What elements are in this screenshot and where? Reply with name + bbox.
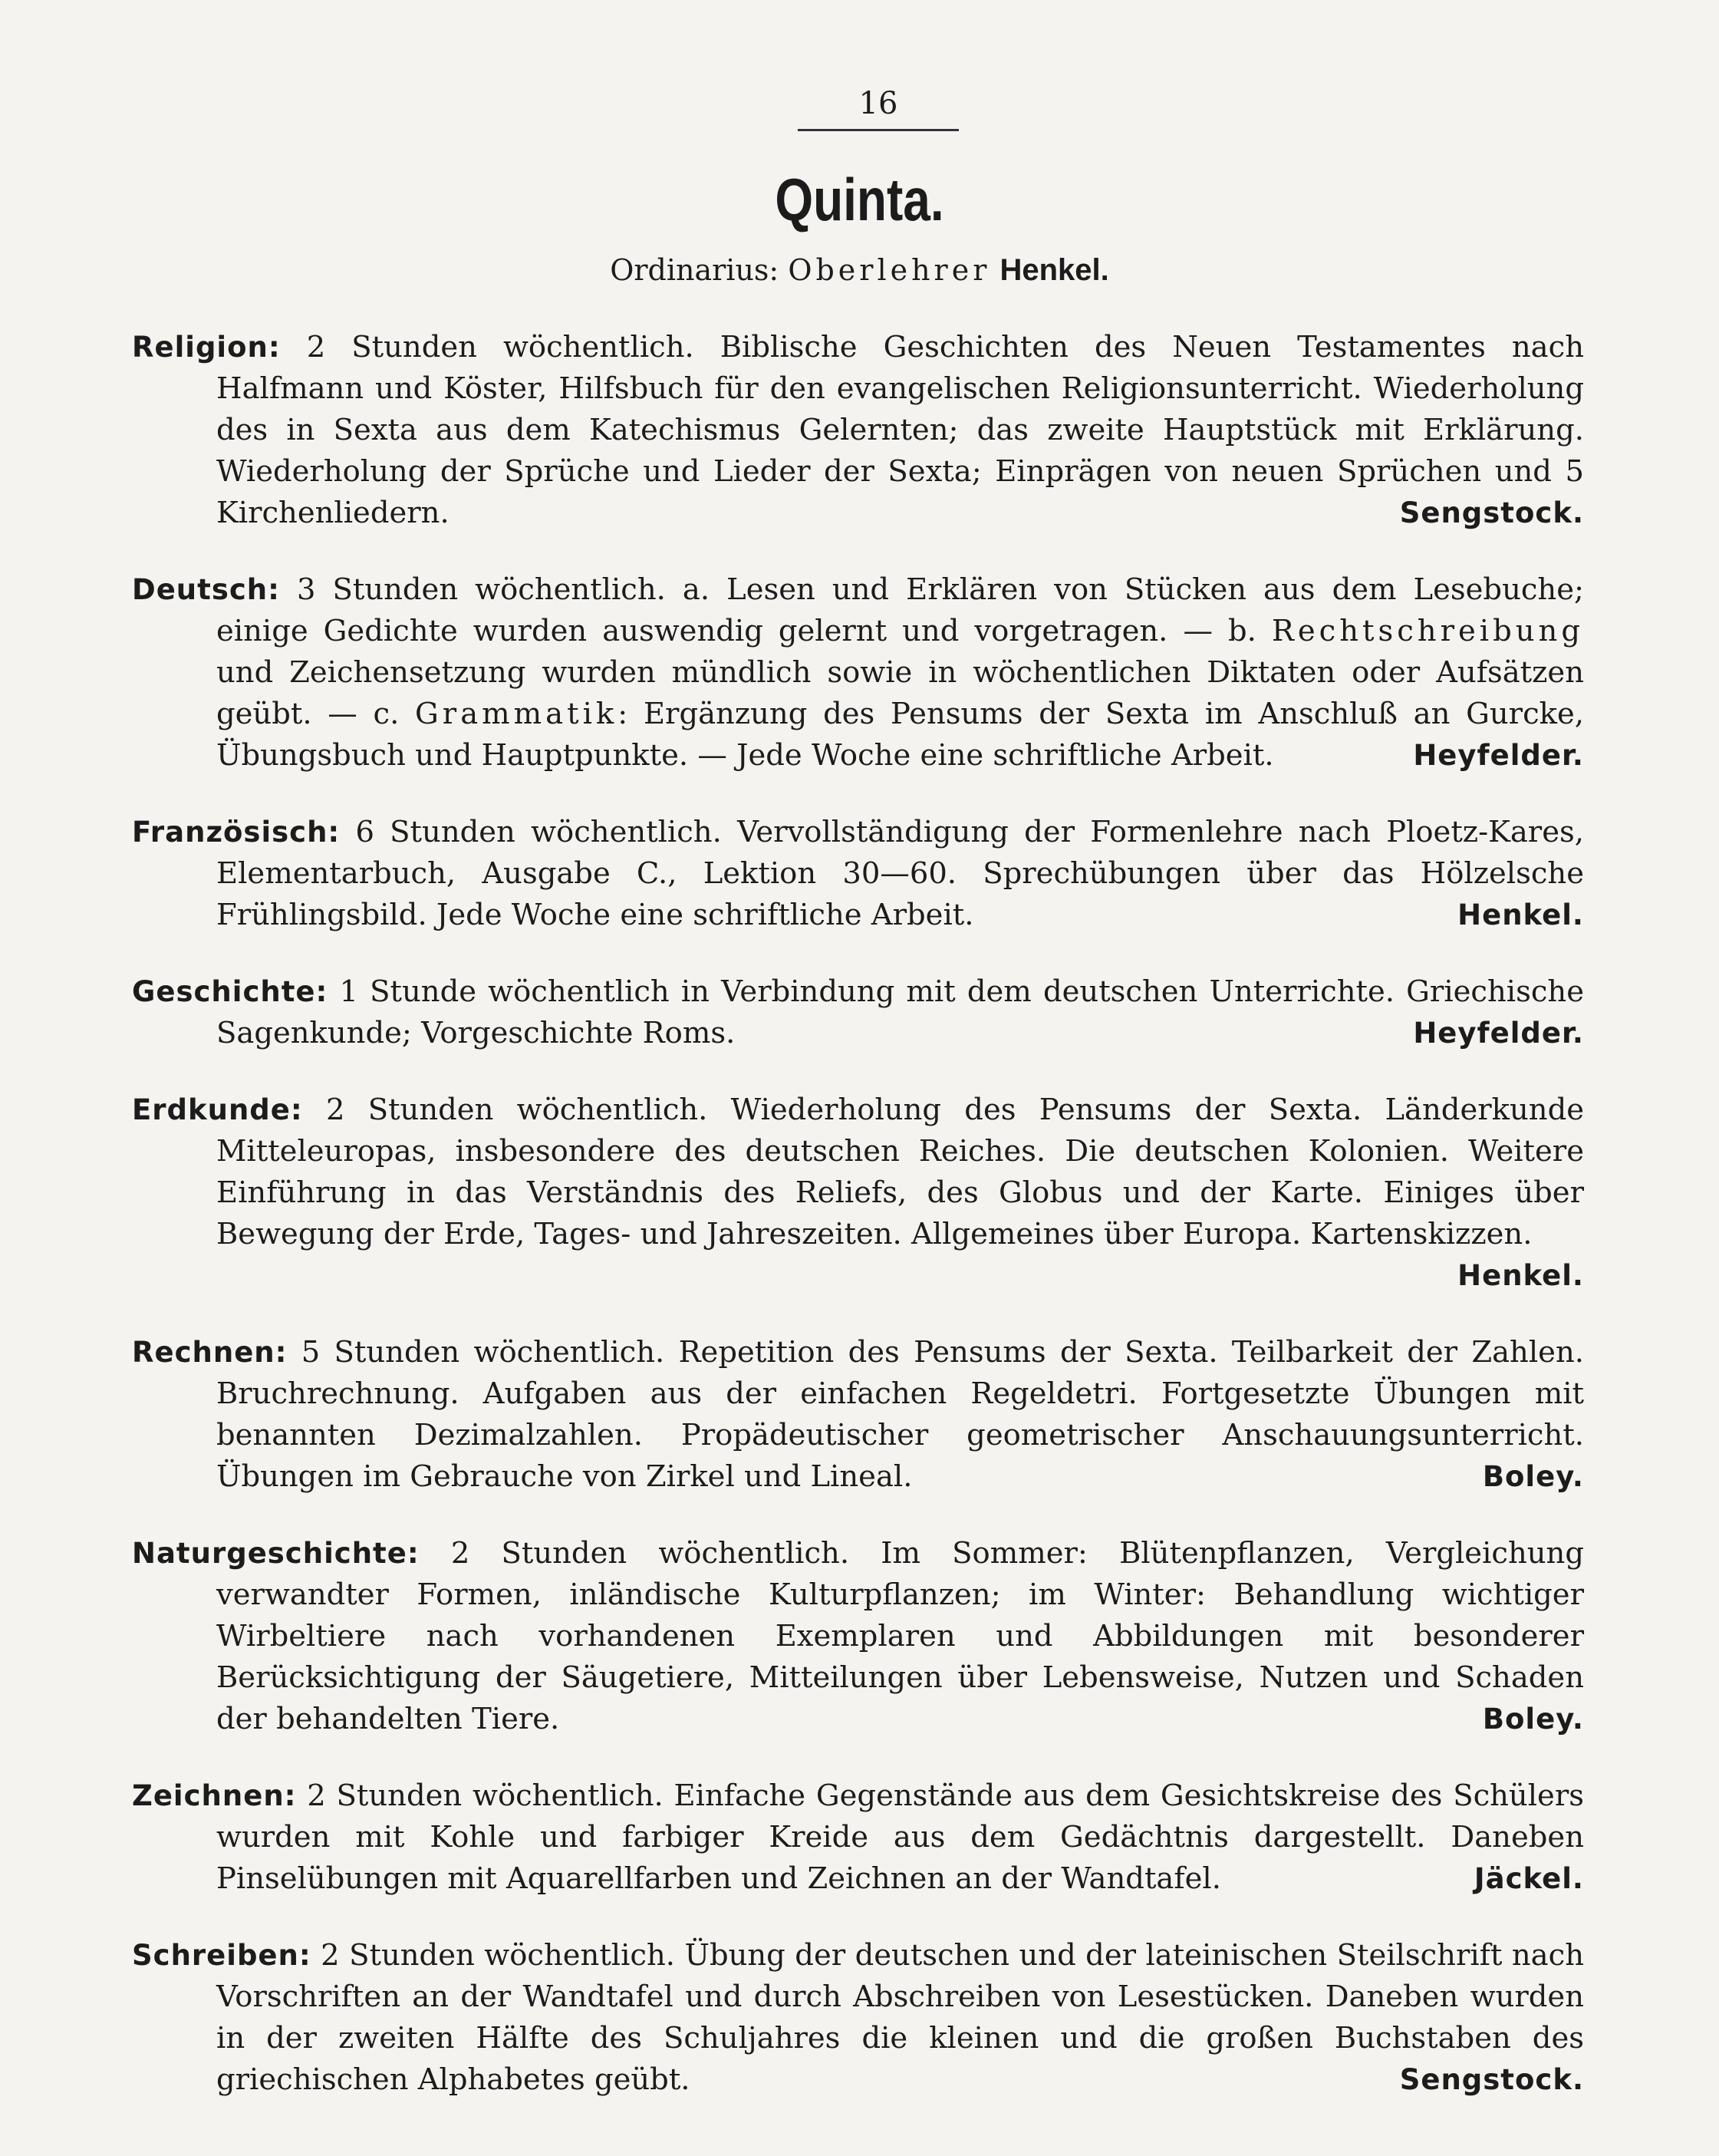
subject-franzoesisch: [132, 812, 1584, 936]
subject-schreiben: [132, 1935, 1584, 2101]
subject-text: 3 Stunden wöchentlich. a. Lesen und Erklären von Stücken aus dem Lesebuche; einige Gedichte wurden auswendig gelernt und vorgetragen. — b.: [216, 572, 1584, 648]
subject-teacher: Sengstock.: [1399, 496, 1584, 529]
subject-text: 5 Stunden wöchentlich. Repetition des Pensums der Sexta. Teilbarkeit der Zahlen. Bruchrechnung. Aufgaben aus der einfachen Regeldetri. Fortgesetzte Übungen mit benannten Dezimalzahlen. Propädeutischer geometrischer Anschauungsunterricht. Übungen im Gebrauche von Zirkel und Lineal.: [216, 1335, 1584, 1494]
subject-term: Grammatik: [415, 697, 618, 731]
subject-zeichnen: [132, 1775, 1584, 1900]
subject-teacher: Heyfelder.: [1413, 739, 1584, 772]
ordinarius-role: Oberlehrer: [788, 253, 991, 287]
subject-text: 2 Stunden wöchentlich. Im Sommer: Blütenpflanzen, Vergleichung verwandter Formen, inländische Kulturpflanzen; im Winter: Behandlung wichtiger Wirbeltiere nach vorhandenen Exemplaren und Abbildungen mit besonderer Berücksichtigung der Säugetiere, Mitteilungen über Lebensweise, Nutzen und Schaden der behandelten Tiere.: [216, 1536, 1584, 1736]
subject-text: 1 Stunde wöchentlich in Verbindung mit dem deutschen Unterrichte. Griechische Sagenkunde; Vorgeschichte Roms.: [216, 974, 1584, 1050]
ordinarius-label: Ordinarius:: [610, 253, 789, 287]
subject-label: Naturgeschichte:: [132, 1537, 420, 1570]
subject-label: Erdkunde:: [132, 1093, 303, 1126]
ordinarius-name: Henkel.: [999, 253, 1109, 287]
subject-teacher: Boley.: [1482, 1703, 1584, 1736]
subject-label: Geschichte:: [132, 975, 328, 1008]
subject-text: : Ergänzung des Pensums der Sexta im Anschluß an Gurcke, Übungsbuch und Hauptpunkte. — Jede Woche eine schriftliche Arbeit.: [216, 697, 1584, 773]
subject-label: Schreiben:: [132, 1939, 311, 1972]
subject-rechnen: [132, 1332, 1584, 1498]
subject-term: Rechtschreibung: [1271, 614, 1584, 648]
subject-teacher: Henkel.: [1457, 898, 1584, 931]
subject-geschichte: [132, 971, 1584, 1054]
subject-text: 6 Stunden wöchentlich. Vervollständigung der Formenlehre nach Ploetz-Kares, Elementarbuch, Ausgabe C., Lektion 30—60. Sprechübungen über das Hölzelsche Frühlingsbild. Jede Woche eine schriftliche Arbeit.: [216, 815, 1584, 932]
subject-label: Religion:: [132, 331, 281, 364]
subject-teacher: Sengstock.: [1399, 2063, 1584, 2096]
subject-text: 2 Stunden wöchentlich. Biblische Geschichten des Neuen Testamentes nach Halfmann und Köster, Hilfsbuch für den evangelischen Religionsunterricht. Wiederholung des in Sexta aus dem Katechismus Gelernten; das zweite Hauptstück mit Erklärung. Wiederholung der Sprüche und Lieder der Sexta; Einprägen von neuen Sprüchen und 5 Kirchenliedern.: [216, 330, 1584, 530]
subject-teacher: Henkel.: [1457, 1259, 1584, 1292]
subject-label: Französisch:: [132, 816, 341, 849]
subject-religion: [132, 327, 1584, 534]
subject-label: Deutsch:: [132, 573, 280, 606]
subject-erdkunde: [132, 1090, 1584, 1297]
ordinarius-line: [0, 253, 1719, 288]
subject-naturgeschichte: [132, 1533, 1584, 1740]
subject-teacher: Jäckel.: [1474, 1862, 1584, 1895]
subject-text: und Zeichensetzung wurden mündlich sowie in wöchentlichen Diktaten oder Aufsätzen geübt. — c.: [216, 655, 1584, 731]
subject-teacher: Boley.: [1482, 1460, 1584, 1493]
subject-teacher: Heyfelder.: [1413, 1017, 1584, 1050]
subject-list: [132, 327, 1584, 2136]
page-number: 16: [798, 86, 959, 131]
subject-label: Zeichnen:: [132, 1779, 297, 1812]
subject-text: 2 Stunden wöchentlich. Übung der deutschen und der lateinischen Steilschrift nach Vorschriften an der Wandtafel und durch Abschreiben von Lesestücken. Daneben wurden in der zweiten Hälfte des Schuljahres die kleinen und die großen Buchstaben des griechischen Alphabetes geübt.: [216, 1938, 1584, 2097]
subject-deutsch: [132, 569, 1584, 776]
subject-text: 2 Stunden wöchentlich. Einfache Gegenstände aus dem Gesichtskreise des Schülers wurden mit Kohle und farbiger Kreide aus dem Gedächtnis dargestellt. Daneben Pinselübungen mit Aquarellfarben und Zeichnen an der Wandtafel.: [216, 1779, 1584, 1896]
subject-text: 2 Stunden wöchentlich. Wiederholung des Pensums der Sexta. Länderkunde Mitteleuropas, insbesondere des deutschen Reiches. Die deutschen Kolonien. Weitere Einführung in das Verständnis des Reliefs, des Globus und der Karte. Einiges über Bewegung der Erde, Tages- und Jahreszeiten. Allgemeines über Europa. Kartenskizzen.: [216, 1093, 1584, 1251]
page-title: Quinta.: [775, 166, 944, 233]
subject-label: Rechnen:: [132, 1336, 288, 1369]
